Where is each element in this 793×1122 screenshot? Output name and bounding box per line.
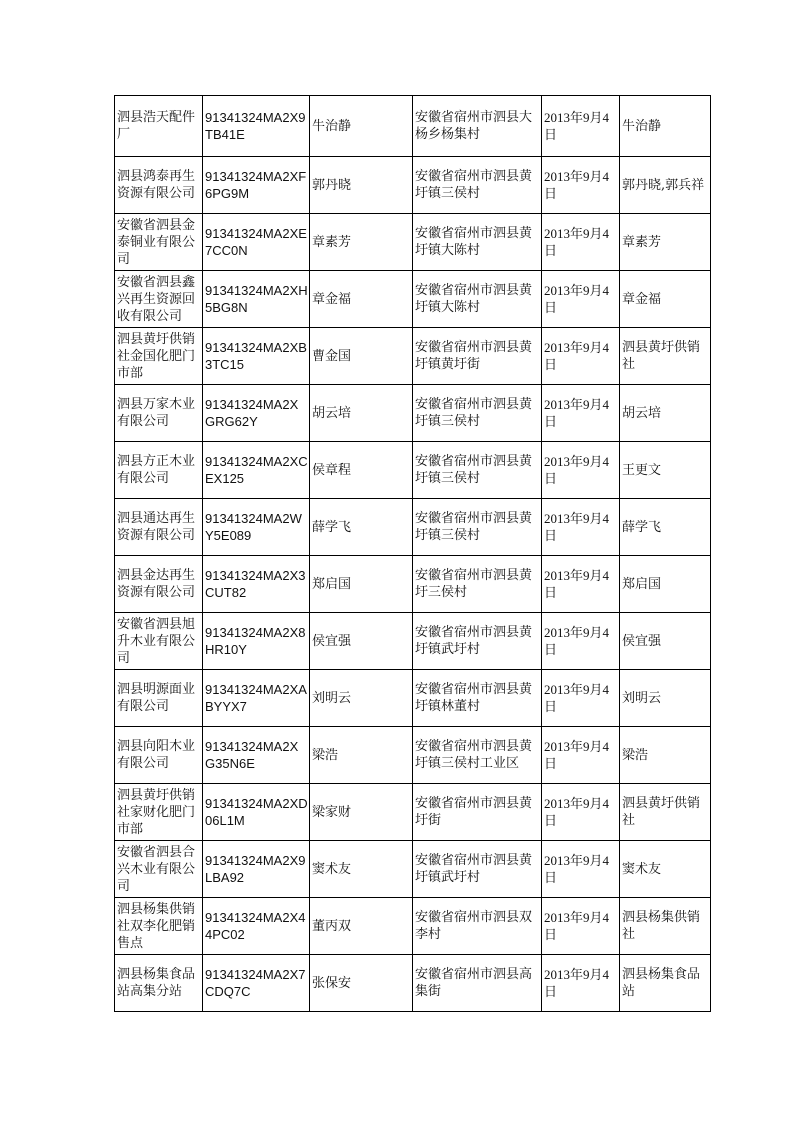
legal-rep-cell: 张保安	[310, 955, 413, 1012]
credit-code-cell: 91341324MA2WY5E089	[203, 499, 310, 556]
credit-code-cell: 91341324MA2X3CUT82	[203, 556, 310, 613]
legal-rep-cell: 胡云培	[310, 385, 413, 442]
date-cell: 2013年9月4日	[542, 613, 620, 670]
company-name-cell: 安徽省泗县鑫兴再生资源回收有限公司	[115, 271, 203, 328]
date-cell: 2013年9月4日	[542, 96, 620, 157]
address-cell: 安徽省宿州市泗县黄圩镇三侯村	[413, 385, 542, 442]
credit-code-cell: 91341324MA2X44PC02	[203, 898, 310, 955]
address-cell: 安徽省宿州市泗县黄圩镇大陈村	[413, 214, 542, 271]
address-cell: 安徽省宿州市泗县黄圩镇林董村	[413, 670, 542, 727]
legal-rep-cell: 梁浩	[310, 727, 413, 784]
date-cell: 2013年9月4日	[542, 442, 620, 499]
address-cell: 安徽省宿州市泗县双李村	[413, 898, 542, 955]
table-row	[115, 442, 711, 499]
company-name-cell: 泗县万家木业有限公司	[115, 385, 203, 442]
date-cell: 2013年9月4日	[542, 841, 620, 898]
address-cell: 安徽省宿州市泗县黄圩镇黄圩街	[413, 328, 542, 385]
legal-rep-cell: 章素芳	[310, 214, 413, 271]
company-name-cell: 泗县明源面业有限公司	[115, 670, 203, 727]
operator-cell: 章金福	[620, 271, 711, 328]
table-row	[115, 613, 711, 670]
credit-code-cell: 91341324MA2X8HR10Y	[203, 613, 310, 670]
address-cell: 安徽省宿州市泗县黄圩镇大陈村	[413, 271, 542, 328]
credit-code-cell: 91341324MA2XGRG62Y	[203, 385, 310, 442]
legal-rep-cell: 董丙双	[310, 898, 413, 955]
company-name-cell: 安徽省泗县旭升木业有限公司	[115, 613, 203, 670]
company-name-cell: 泗县金达再生资源有限公司	[115, 556, 203, 613]
operator-cell: 侯宜强	[620, 613, 711, 670]
credit-code-cell: 91341324MA2XE7CC0N	[203, 214, 310, 271]
registration-table	[114, 95, 711, 1012]
operator-cell: 章素芳	[620, 214, 711, 271]
legal-rep-cell: 刘明云	[310, 670, 413, 727]
operator-cell: 泗县黄圩供销社	[620, 784, 711, 841]
company-name-cell: 泗县鸿泰再生资源有限公司	[115, 157, 203, 214]
operator-cell: 胡云培	[620, 385, 711, 442]
table-row	[115, 955, 711, 1012]
legal-rep-cell: 郑启国	[310, 556, 413, 613]
table-row	[115, 328, 711, 385]
legal-rep-cell: 侯宜强	[310, 613, 413, 670]
credit-code-cell: 91341324MA2XD06L1M	[203, 784, 310, 841]
address-cell: 安徽省宿州市泗县黄圩三侯村	[413, 556, 542, 613]
date-cell: 2013年9月4日	[542, 271, 620, 328]
legal-rep-cell: 窦术友	[310, 841, 413, 898]
operator-cell: 泗县杨集供销社	[620, 898, 711, 955]
credit-code-cell: 91341324MA2X7CDQ7C	[203, 955, 310, 1012]
legal-rep-cell: 牛治静	[310, 96, 413, 157]
legal-rep-cell: 郭丹晓	[310, 157, 413, 214]
company-name-cell: 泗县浩天配件厂	[115, 96, 203, 157]
address-cell: 安徽省宿州市泗县高集街	[413, 955, 542, 1012]
credit-code-cell: 91341324MA2XF6PG9M	[203, 157, 310, 214]
legal-rep-cell: 薛学飞	[310, 499, 413, 556]
date-cell: 2013年9月4日	[542, 670, 620, 727]
company-name-cell: 泗县黄圩供销社家财化肥门市部	[115, 784, 203, 841]
credit-code-cell: 91341324MA2XB3TC15	[203, 328, 310, 385]
date-cell: 2013年9月4日	[542, 214, 620, 271]
date-cell: 2013年9月4日	[542, 727, 620, 784]
table-row	[115, 727, 711, 784]
table-row	[115, 898, 711, 955]
credit-code-cell: 91341324MA2XG35N6E	[203, 727, 310, 784]
table-row	[115, 271, 711, 328]
company-name-cell: 泗县杨集食品站高集分站	[115, 955, 203, 1012]
operator-cell: 窦术友	[620, 841, 711, 898]
table-row	[115, 841, 711, 898]
credit-code-cell: 91341324MA2XABYYX7	[203, 670, 310, 727]
address-cell: 安徽省宿州市泗县黄圩镇三侯村	[413, 157, 542, 214]
address-cell: 安徽省宿州市泗县黄圩镇三侯村工业区	[413, 727, 542, 784]
operator-cell: 薛学飞	[620, 499, 711, 556]
company-name-cell: 安徽省泗县金泰铜业有限公司	[115, 214, 203, 271]
date-cell: 2013年9月4日	[542, 499, 620, 556]
company-name-cell: 泗县杨集供销社双李化肥销售点	[115, 898, 203, 955]
operator-cell: 泗县黄圩供销社	[620, 328, 711, 385]
credit-code-cell: 91341324MA2XH5BG8N	[203, 271, 310, 328]
table-row	[115, 499, 711, 556]
operator-cell: 泗县杨集食品站	[620, 955, 711, 1012]
table-row	[115, 385, 711, 442]
company-name-cell: 安徽省泗县合兴木业有限公司	[115, 841, 203, 898]
operator-cell: 刘明云	[620, 670, 711, 727]
operator-cell: 郭丹晓,郭兵祥	[620, 157, 711, 214]
legal-rep-cell: 章金福	[310, 271, 413, 328]
address-cell: 安徽省宿州市泗县黄圩街	[413, 784, 542, 841]
credit-code-cell: 91341324MA2X9TB41E	[203, 96, 310, 157]
table-row	[115, 784, 711, 841]
registration-table-body	[115, 96, 711, 1012]
credit-code-cell: 91341324MA2XCEX125	[203, 442, 310, 499]
date-cell: 2013年9月4日	[542, 556, 620, 613]
address-cell: 安徽省宿州市泗县大杨乡杨集村	[413, 96, 542, 157]
table-row	[115, 214, 711, 271]
address-cell: 安徽省宿州市泗县黄圩镇三侯村	[413, 499, 542, 556]
date-cell: 2013年9月4日	[542, 898, 620, 955]
operator-cell: 王更文	[620, 442, 711, 499]
company-name-cell: 泗县向阳木业有限公司	[115, 727, 203, 784]
company-name-cell: 泗县黄圩供销社金国化肥门市部	[115, 328, 203, 385]
date-cell: 2013年9月4日	[542, 784, 620, 841]
address-cell: 安徽省宿州市泗县黄圩镇武圩村	[413, 841, 542, 898]
table-row	[115, 96, 711, 157]
date-cell: 2013年9月4日	[542, 328, 620, 385]
address-cell: 安徽省宿州市泗县黄圩镇武圩村	[413, 613, 542, 670]
date-cell: 2013年9月4日	[542, 955, 620, 1012]
table-row	[115, 670, 711, 727]
address-cell: 安徽省宿州市泗县黄圩镇三侯村	[413, 442, 542, 499]
company-name-cell: 泗县通达再生资源有限公司	[115, 499, 203, 556]
operator-cell: 郑启国	[620, 556, 711, 613]
table-row	[115, 157, 711, 214]
legal-rep-cell: 曹金国	[310, 328, 413, 385]
date-cell: 2013年9月4日	[542, 157, 620, 214]
operator-cell: 牛治静	[620, 96, 711, 157]
table-row	[115, 556, 711, 613]
date-cell: 2013年9月4日	[542, 385, 620, 442]
credit-code-cell: 91341324MA2X9LBA92	[203, 841, 310, 898]
legal-rep-cell: 梁家财	[310, 784, 413, 841]
operator-cell: 梁浩	[620, 727, 711, 784]
legal-rep-cell: 侯章程	[310, 442, 413, 499]
company-name-cell: 泗县方正木业有限公司	[115, 442, 203, 499]
